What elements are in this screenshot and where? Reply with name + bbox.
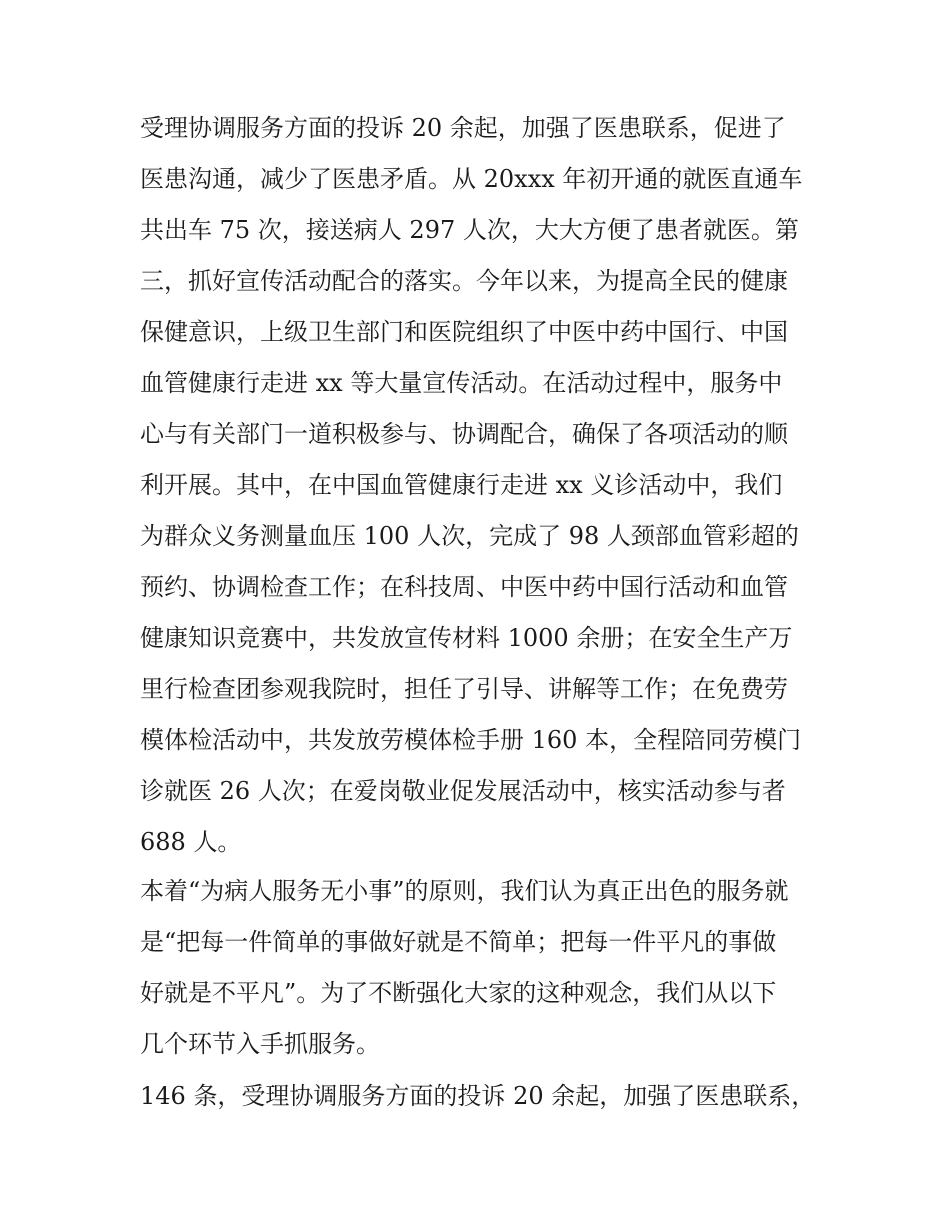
text-line: 688 人。 bbox=[140, 828, 242, 856]
text-line: 医患沟通，减少了医患矛盾。从 20xxx 年初开通的就医直通车 bbox=[140, 165, 803, 193]
text-line: 心与有关部门一道积极参与、协调配合，确保了各项活动的顺 bbox=[140, 420, 788, 448]
text-line: 利开展。其中，在中国血管健康行走进 xx 义诊活动中，我们 bbox=[140, 471, 783, 499]
text-line: 几个环节入手抓服务。 bbox=[140, 1030, 380, 1058]
paragraph-2 bbox=[140, 866, 820, 1070]
text-line: 诊就医 26 人次；在爱岗敬业促发展活动中，核实活动参与者 bbox=[140, 777, 786, 805]
text-line: 健康知识竞赛中，共发放宣传材料 1000 余册；在安全生产万 bbox=[140, 624, 793, 652]
text-line: 为群众义务测量血压 100 人次，完成了 98 人颈部血管彩超的 bbox=[140, 522, 799, 550]
paragraph-1 bbox=[140, 103, 820, 868]
text-line: 共出车 75 次，接送病人 297 人次，大大方便了患者就医。第 bbox=[140, 216, 799, 244]
text-line: 受理协调服务方面的投诉 20 余起，加强了医患联系，促进了 bbox=[140, 114, 786, 142]
text-line: 三，抓好宣传活动配合的落实。今年以来，为提高全民的健康 bbox=[140, 267, 788, 295]
text-line: 146 条，受理协调服务方面的投诉 20 余起，加强了医患联系， bbox=[140, 1082, 816, 1110]
text-line: 本着“为病人服务无小事”的原则，我们认为真正出色的服务就 bbox=[140, 877, 789, 905]
text-line: 血管健康行走进 xx 等大量宣传活动。在活动过程中，服务中 bbox=[140, 369, 783, 397]
text-line: 好就是不平凡”。为了不断强化大家的这种观念，我们从以下 bbox=[140, 979, 777, 1007]
text-line: 是“把每一件简单的事做好就是不简单；把每一件平凡的事做 bbox=[140, 928, 777, 956]
text-line: 模体检活动中，共发放劳模体检手册 160 本，全程陪同劳模门 bbox=[140, 726, 802, 754]
text-line: 预约、协调检查工作；在科技周、中医中药中国行活动和血管 bbox=[140, 573, 788, 601]
text-line: 里行检查团参观我院时，担任了引导、讲解等工作；在免费劳 bbox=[140, 675, 788, 703]
paragraph-3 bbox=[140, 1071, 820, 1122]
text-line: 保健意识，上级卫生部门和医院组织了中医中药中国行、中国 bbox=[140, 318, 788, 346]
